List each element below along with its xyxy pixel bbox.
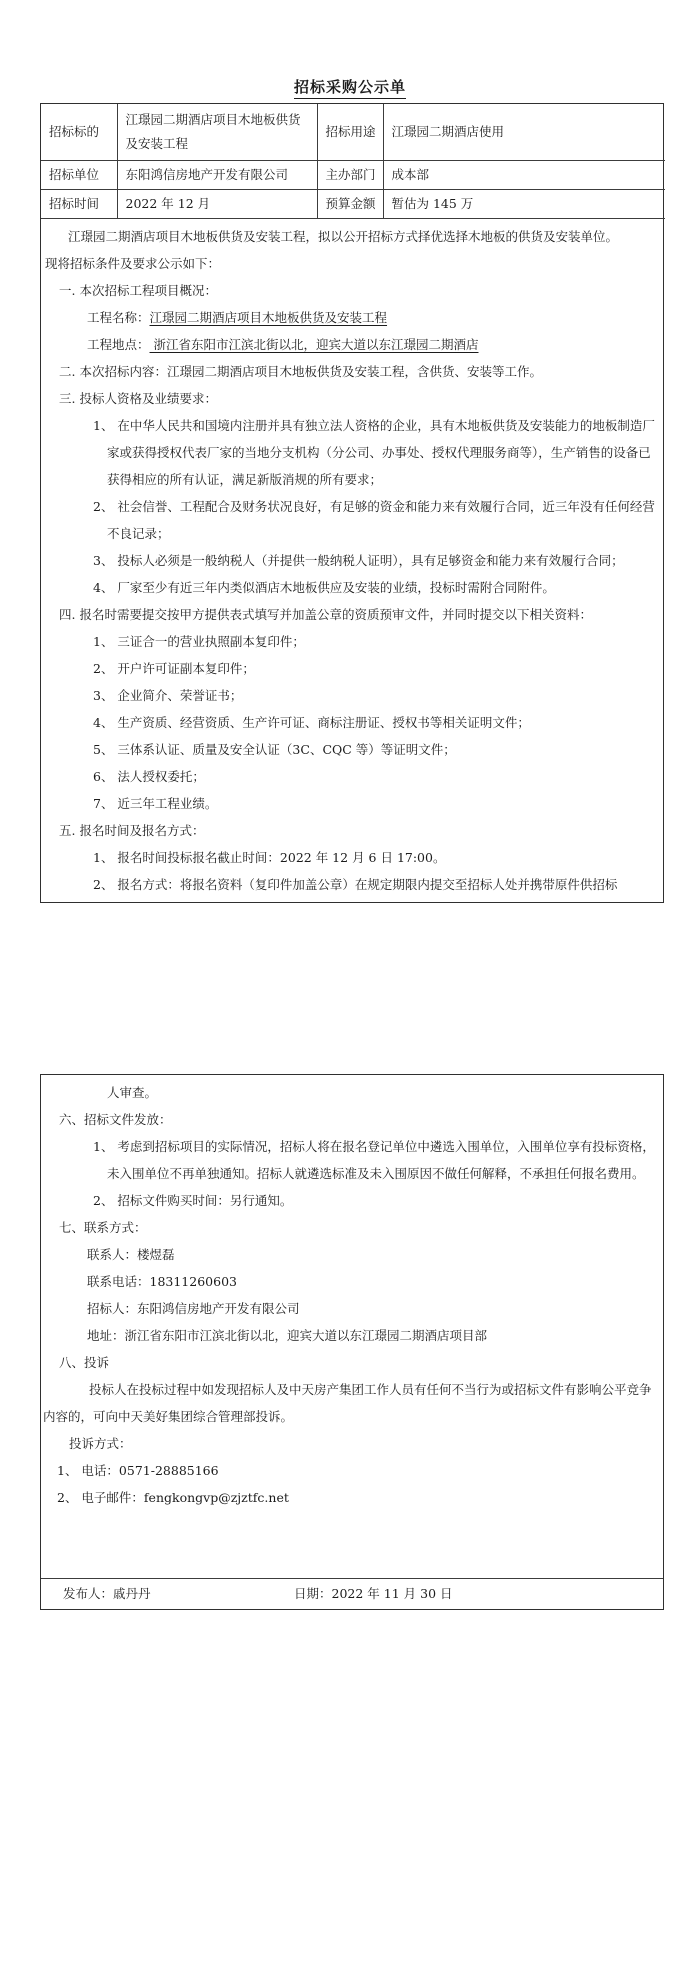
text-line: 联系人：楼煜磊 bbox=[87, 1247, 175, 1262]
info-table bbox=[41, 104, 665, 219]
bid-unit-label: 招标单位 bbox=[41, 160, 117, 189]
host-dept-label: 主办部门 bbox=[317, 160, 383, 189]
text-line: 3、 投标人必须是一般纳税人（并提供一般纳税人证明），具有足够资金和能力来有效履行合同； bbox=[93, 552, 624, 568]
text-line: 投标人在投标过程中如发现招标人及中天房产集团工作人员有任何不当行为或招标文件有影响公平竞争内容的，可向中天美好集团综合管理部投诉。 bbox=[43, 1382, 652, 1424]
page1-body bbox=[41, 219, 663, 898]
text-line: 7、 近三年工程业绩。 bbox=[93, 795, 218, 811]
text-line bbox=[43, 304, 657, 331]
bid-time-value: 2022 年 12 月 bbox=[117, 189, 317, 218]
text-line: 招标人：东阳鸿信房地产开发有限公司 bbox=[87, 1301, 300, 1316]
text-line: 4、 生产资质、经营资质、生产许可证、商标注册证、授权书等相关证明文件； bbox=[93, 714, 530, 730]
text-line bbox=[43, 331, 657, 358]
page2-box bbox=[40, 1074, 664, 1610]
text-line: 投诉方式： bbox=[69, 1436, 132, 1451]
text-line: 2、 开户许可证副本复印件； bbox=[93, 660, 255, 676]
text-line: 1、 三证合一的营业执照副本复印件； bbox=[93, 633, 305, 649]
text-line: 现将招标条件及要求公示如下： bbox=[45, 255, 221, 271]
bid-subject-value: 江璟园二期酒店项目木地板供货及安装工程 bbox=[117, 104, 317, 160]
text-line: 七、联系方式： bbox=[59, 1220, 147, 1235]
text-line: 六、招标文件发放： bbox=[59, 1112, 172, 1127]
text-line: 2、 招标文件购买时间：另行通知。 bbox=[93, 1193, 293, 1208]
page-title bbox=[0, 76, 700, 99]
text-line: 5、 三体系认证、质量及安全认证（3C、CQC 等）等证明文件； bbox=[93, 741, 456, 757]
line-label: 工程地点： bbox=[87, 336, 150, 352]
text-line: 2、 报名方式：将报名资料（复印件加盖公章）在规定期限内提交至招标人处并携带原件供招标 bbox=[93, 876, 618, 892]
text-line: 人审查。 bbox=[107, 1085, 158, 1100]
bid-purpose-label: 招标用途 bbox=[317, 104, 383, 160]
budget-label: 预算金额 bbox=[317, 189, 383, 218]
text-line: 五. 报名时间及报名方式： bbox=[59, 822, 205, 838]
text-line: 地址：浙江省东阳市江滨北街以北，迎宾大道以东江璟园二期酒店项目部 bbox=[87, 1328, 488, 1343]
text-line: 4、 厂家至少有近三年内类似酒店木地板供应及安装的业绩，投标时需附合同附件。 bbox=[93, 579, 555, 595]
text-line: 3、 企业简介、荣誉证书； bbox=[93, 687, 243, 703]
text-line: 三. 投标人资格及业绩要求： bbox=[59, 390, 217, 406]
text-line: 八、投诉 bbox=[59, 1355, 110, 1370]
text-line: 1、 电话：0571-28885166 bbox=[57, 1463, 219, 1478]
text-line: 6、 法人授权委托； bbox=[93, 768, 205, 784]
publisher-text: 发布人：戚丹丹 bbox=[63, 1586, 151, 1601]
text-line: 2、 电子邮件：fengkongvp@zjztfc.net bbox=[57, 1490, 289, 1505]
underlined-value: 江璟园二期酒店项目木地板供货及安装工程 bbox=[149, 309, 388, 325]
text-line: 江璟园二期酒店项目木地板供货及安装工程，拟以公开招标方式择优选择木地板的供货及安装单位。 bbox=[68, 228, 619, 244]
budget-value: 暂估为 145 万 bbox=[383, 189, 665, 218]
page1-box bbox=[40, 103, 664, 903]
text-line: 一. 本次招标工程项目概况： bbox=[59, 282, 217, 298]
text-line: 联系电话：18311260603 bbox=[87, 1274, 237, 1289]
host-dept-value: 成本部 bbox=[383, 160, 665, 189]
table-row bbox=[41, 189, 665, 218]
text-line: 二. 本次招标内容：江璟园二期酒店项目木地板供货及安装工程，含供货、安装等工作。 bbox=[59, 363, 542, 379]
page-title-text: 招标采购公示单 bbox=[294, 76, 406, 99]
bid-subject-label: 招标标的 bbox=[41, 104, 117, 160]
text-line: 四. 报名时需要提交按甲方提供表式填写并加盖公章的资质预审文件，并同时提交以下相关资料： bbox=[59, 606, 592, 622]
bid-unit-value: 东阳鸿信房地产开发有限公司 bbox=[117, 160, 317, 189]
text-line: 1、 在中华人民共和国境内注册并具有独立法人资格的企业，具有木地板供货及安装能力的地板制造厂家或获得授权代表厂家的当地分支机构（分公司、办事处、授权代理服务商等），生产销售的设备已获得相应的所有认证，满足新版消规的所有要求； bbox=[93, 417, 655, 487]
line-label: 工程名称： bbox=[87, 309, 150, 325]
table-row bbox=[41, 160, 665, 189]
underlined-value: 浙江省东阳市江滨北街以北，迎宾大道以东江璟园二期酒店 bbox=[149, 336, 479, 352]
text-line: 1、 考虑到招标项目的实际情况，招标人将在报名登记单位中遴选入围单位，入围单位享有投标资格，未入围单位不再单独通知。招标人就遴选标准及未入围原因不做任何解释，不承担任何报名费用。 bbox=[93, 1139, 655, 1181]
table-row bbox=[41, 104, 665, 160]
date-text: 日期：2022 年 11 月 30 日 bbox=[294, 1586, 453, 1601]
bid-time-label: 招标时间 bbox=[41, 189, 117, 218]
text-line: 1、 报名时间投标报名截止时间：2022 年 12 月 6 日 17:00。 bbox=[93, 849, 446, 865]
footer-row bbox=[41, 1578, 663, 1609]
text-line: 2、 社会信誉、工程配合及财务状况良好，有足够的资金和能力来有效履行合同，近三年没有任何经营不良记录； bbox=[93, 498, 655, 541]
page2-body bbox=[41, 1075, 663, 1511]
bid-purpose-value: 江璟园二期酒店使用 bbox=[383, 104, 665, 160]
